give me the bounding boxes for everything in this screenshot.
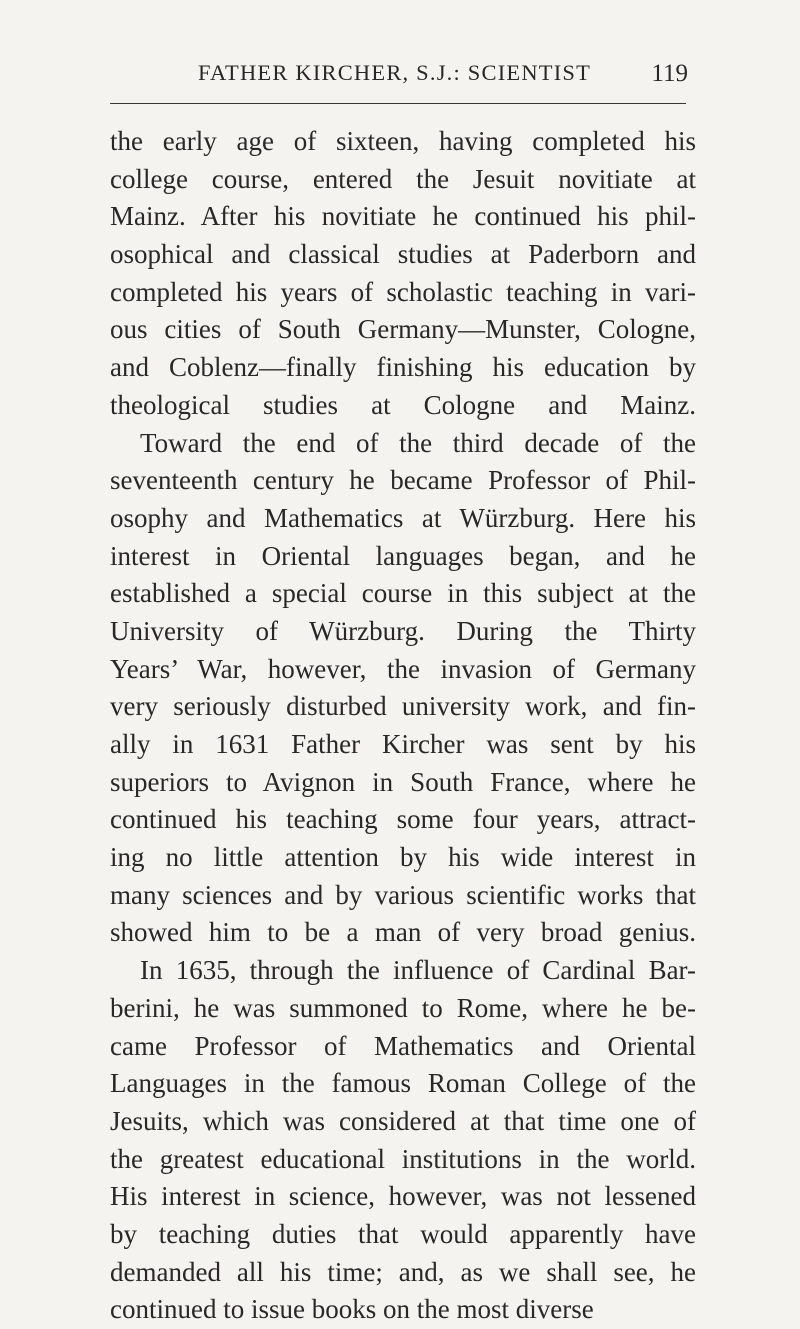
header-rule — [110, 103, 686, 104]
text-line: established a special course in this subject at the — [110, 578, 696, 609]
text-line: Mainz. After his novitiate he continued his phil- — [110, 201, 696, 232]
text-line: berini, he was summoned to Rome, where he be- — [110, 992, 696, 1023]
text-line: showed him to be a man of very broad genius. — [110, 917, 696, 948]
text-line: superiors to Avignon in South France, where he — [110, 766, 696, 797]
text-line: demanded all his time; and, as we shall see, he — [110, 1256, 696, 1287]
body-text — [110, 123, 696, 1329]
text-line: University of Würzburg. During the Thirty — [110, 615, 696, 646]
text-line: Jesuits, which was considered at that time one of — [110, 1105, 696, 1136]
text-line: osophical and classical studies at Paderborn and — [110, 239, 696, 270]
page-number: 119 — [651, 60, 688, 87]
text-line: very seriously disturbed university work, and fin- — [110, 691, 696, 722]
text-line: completed his years of scholastic teaching in vari- — [110, 276, 696, 307]
text-line: seventeenth century he became Professor of Phil- — [110, 465, 696, 496]
text-line: In 1635, through the influence of Cardinal Bar- — [140, 955, 696, 986]
text-line: the greatest educational institutions in the world. — [110, 1143, 696, 1174]
text-line: many sciences and by various scientific works that — [110, 879, 696, 910]
text-line: osophy and Mathematics at Würzburg. Here his — [110, 502, 696, 533]
text-line: the early age of sixteen, having completed his — [110, 126, 696, 156]
text-line: His interest in science, however, was not lessened — [110, 1181, 696, 1212]
text-line: Years’ War, however, the invasion of Germany — [110, 653, 696, 684]
text-line: came Professor of Mathematics and Oriental — [110, 1030, 696, 1061]
text-line: college course, entered the Jesuit novitiate at — [110, 163, 696, 194]
text-line: Languages in the famous Roman College of the — [110, 1068, 696, 1099]
text-line: ally in 1631 Father Kircher was sent by his — [110, 729, 696, 759]
text-line: ous cities of South Germany—Munster, Cologne, — [110, 314, 696, 345]
text-line: interest in Oriental languages began, and he — [110, 540, 696, 571]
text-line: by teaching duties that would apparently have — [110, 1218, 696, 1249]
running-title: FATHER KIRCHER, S.J.: SCIENTIST — [198, 60, 592, 85]
text-line: continued to issue books on the most diverse — [110, 1294, 594, 1325]
text-line: Toward the end of the third decade of the — [140, 427, 696, 458]
text-line: continued his teaching some four years, attract- — [110, 804, 696, 835]
text-line: and Coblenz—finally finishing his education by — [110, 352, 696, 383]
text-line: ing no little attention by his wide interest in — [110, 842, 696, 873]
text-line: theological studies at Cologne and Mainz. — [110, 389, 696, 420]
running-head — [108, 60, 692, 100]
